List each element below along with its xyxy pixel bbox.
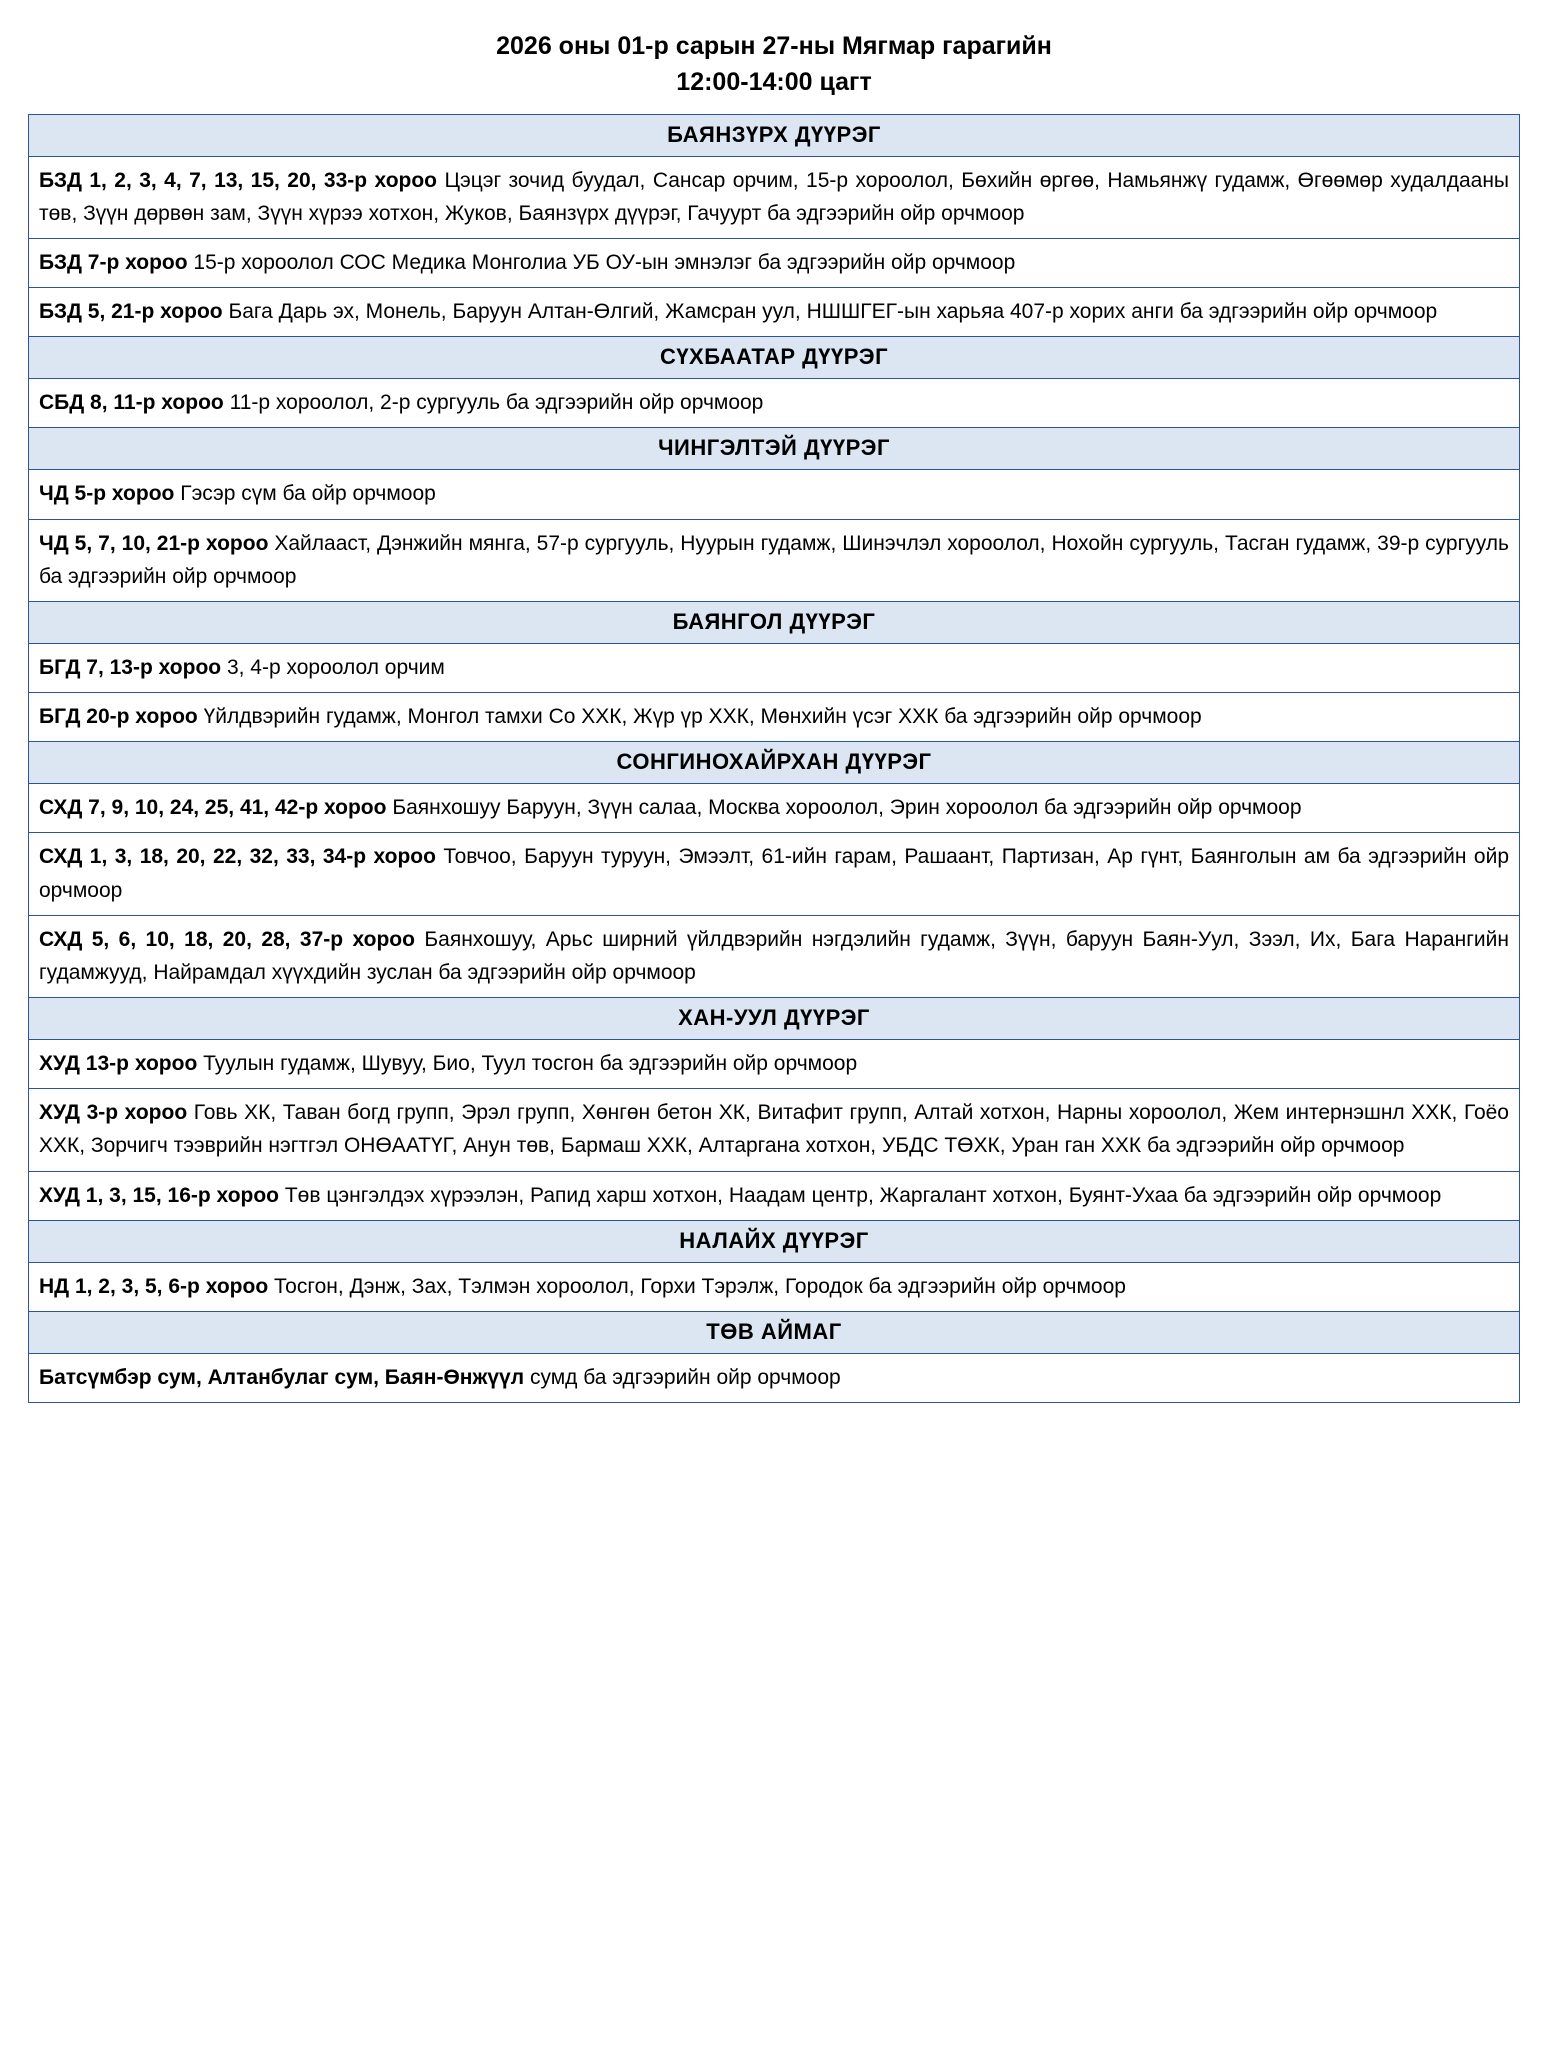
table-row — [29, 1353, 1520, 1402]
outage-schedule-table — [28, 114, 1520, 1404]
table-row — [29, 1262, 1520, 1311]
district-header-khan-uul: ХАН-УУЛ ДҮҮРЭГ — [29, 998, 1520, 1040]
entry-cell — [29, 833, 1520, 915]
table-row — [29, 156, 1520, 238]
entry-rest: Үйлдвэрийн гудамж, Монгол тамхи Со ХХК, Жүр үр ХХК, Мөнхийн үсэг ХХК ба эдгээрийн ойр орчмоор — [203, 705, 1202, 729]
entry-rest: Хайлааст, Дэнжийн мянга, 57-р сургууль, Нуурын гудамж, Шинэчлэл хороолол, Нохойн сургууль, Тасган гудамж, 39-р сургууль ба эдгээрийн ойр орчмоор — [39, 531, 1509, 588]
district-header-row — [29, 428, 1520, 470]
district-header-row — [29, 601, 1520, 643]
entry-lead: БЗД 5, 21-р хороо — [39, 300, 223, 324]
district-header-row — [29, 337, 1520, 379]
entry-cell — [29, 1171, 1520, 1220]
entry-lead: СХД 5, 6, 10, 18, 20, 28, 37-р хороо — [39, 927, 415, 951]
district-header-chingeltei: ЧИНГЭЛТЭЙ ДҮҮРЭГ — [29, 428, 1520, 470]
district-header-bayangol: БАЯНГОЛ ДҮҮРЭГ — [29, 601, 1520, 643]
entry-rest: 3, 4-р хороолол орчим — [226, 655, 445, 679]
entry-lead: ЧД 5-р хороо — [39, 482, 175, 506]
entry-lead: СХД 7, 9, 10, 24, 25, 41, 42-р хороо — [39, 796, 387, 820]
entry-lead: Батсүмбэр сум, Алтанбулаг сум, Баян-Өнжүүл — [39, 1365, 525, 1389]
entry-rest: Баянхошуу Баруун, Зүүн салаа, Москва хороолол, Эрин хороолол ба эдгээрийн ойр орчмоор — [392, 796, 1302, 820]
entry-rest: Цэцэг зочид буудал, Сансар орчим, 15-р хороолол, Бөхийн өргөө, Намьянжү гудамж, Өгөөмөр худалдааны төв, Зүүн дөрвөн зам, Зүүн хүрээ хотхон, Жуков, Баянзүрх дүүрэг, Гачуурт ба эдгээрийн ойр орчмоор — [39, 168, 1510, 225]
entry-lead: ЧД 5, 7, 10, 21-р хороо — [39, 531, 269, 555]
table-row — [29, 1040, 1520, 1089]
page-title: 2026 оны 01-р сарын 27-ны Мягмар гарагийн — [496, 32, 1052, 60]
district-header-row — [29, 742, 1520, 784]
district-header-row — [29, 114, 1520, 156]
entry-cell — [29, 519, 1520, 601]
entry-lead: БЗД 7-р хороо — [39, 250, 188, 274]
entry-lead: БГД 20-р хороо — [39, 705, 198, 729]
entry-rest: 15-р хороолол СОС Медика Монголиа УБ ОУ-ын эмнэлэг ба эдгээрийн ойр орчмоор — [193, 250, 1016, 274]
entry-lead: НД 1, 2, 3, 5, 6-р хороо — [39, 1274, 269, 1298]
entry-rest: Говь ХК, Таван богд групп, Эрэл групп, Хөнгөн бетон ХК, Витафит групп, Алтай хотхон, Нарны хороолол, Жем интернэшнл ХХК, Гоёо ХХК, Зорчигч тээврийн нэгтгэл ОНӨААТҮГ, Анун төв, Бармаш ХХК, Алтаргана хотхон, УБДС ТӨХК, Уран ган ХХК ба эдгээрийн ойр орчмоор — [39, 1101, 1509, 1158]
table-row — [29, 519, 1520, 601]
entry-lead: БЗД 1, 2, 3, 4, 7, 13, 15, 20, 33-р хороо — [39, 168, 438, 192]
page-subtitle: 12:00-14:00 цагт — [676, 67, 872, 96]
entry-cell — [29, 470, 1520, 519]
entry-rest: Товчоо, Баруун туруун, Эмээлт, 61-ийн гарам, Рашаант, Партизан, Ар гүнт, Баянголын ам ба эдгээрийн ойр орчмоор — [39, 845, 1510, 902]
entry-lead: ХУД 13-р хороо — [39, 1052, 198, 1076]
entry-cell — [29, 1089, 1520, 1171]
entry-rest: Бага Дарь эх, Монель, Баруун Алтан-Өлгий, Жамсран уул, НШШГЕГ-ын харьяа 407-р хорих анги ба эдгээрийн ойр орчмоор — [228, 300, 1438, 324]
table-row — [29, 470, 1520, 519]
entry-cell — [29, 784, 1520, 833]
table-row — [29, 1089, 1520, 1171]
entry-rest: Төв цэнгэлдэх хүрээлэн, Рапид харш хотхон, Наадам центр, Жаргалант хотхон, Буянт-Ухаа ба эдгээрийн ойр орчмоор — [284, 1183, 1442, 1207]
district-header-row — [29, 1311, 1520, 1353]
entry-cell — [29, 238, 1520, 287]
entry-cell — [29, 1353, 1520, 1402]
entry-lead: БГД 7, 13-р хороо — [39, 655, 222, 679]
entry-cell — [29, 1262, 1520, 1311]
table-row — [29, 643, 1520, 692]
table-row — [29, 1171, 1520, 1220]
entry-cell — [29, 288, 1520, 337]
district-header-row — [29, 998, 1520, 1040]
table-body — [29, 114, 1520, 1403]
entry-rest: Гэсэр сүм ба ойр орчмоор — [180, 482, 436, 506]
entry-cell — [29, 379, 1520, 428]
table-row — [29, 693, 1520, 742]
entry-cell — [29, 693, 1520, 742]
table-row — [29, 784, 1520, 833]
table-row — [29, 833, 1520, 915]
table-row — [29, 238, 1520, 287]
table-row — [29, 288, 1520, 337]
district-header-bayanzurkh: БАЯНЗҮРХ ДҮҮРЭГ — [29, 114, 1520, 156]
entry-cell — [29, 915, 1520, 997]
entry-lead: СБД 8, 11-р хороо — [39, 391, 224, 415]
entry-rest: Баянхошуу, Арьс ширний үйлдвэрийн нэгдэлийн гудамж, Зүүн, баруун Баян-Уул, Зээл, Их, Бага Нарангийн гудамжууд, Найрамдал хүүхдийн зуслан ба эдгээрийн ойр орчмоор — [39, 927, 1509, 984]
entry-cell — [29, 1040, 1520, 1089]
entry-lead: ХУД 1, 3, 15, 16-р хороо — [39, 1183, 280, 1207]
district-header-tuv-aimag: ТӨВ АЙМАГ — [29, 1311, 1520, 1353]
entry-rest: 11-р хороолол, 2-р сургууль ба эдгээрийн ойр орчмоор — [229, 391, 764, 415]
entry-rest: Тосгон, Дэнж, Зах, Тэлмэн хороолол, Горхи Тэрэлж, Городок ба эдгээрийн ойр орчмоор — [274, 1274, 1126, 1298]
entry-rest: Туулын гудамж, Шувуу, Био, Туул тосгон ба эдгээрийн ойр орчмоор — [203, 1052, 858, 1076]
district-header-songinokhairkhan: СОНГИНОХАЙРХАН ДҮҮРЭГ — [29, 742, 1520, 784]
entry-cell — [29, 643, 1520, 692]
entry-lead: СХД 1, 3, 18, 20, 22, 32, 33, 34-р хороо — [39, 845, 436, 869]
district-header-nalaikh: НАЛАЙХ ДҮҮРЭГ — [29, 1220, 1520, 1262]
district-header-sukhbaatar: СҮХБААТАР ДҮҮРЭГ — [29, 337, 1520, 379]
entry-cell — [29, 156, 1520, 238]
table-row — [29, 379, 1520, 428]
entry-rest: сумд ба эдгээрийн ойр орчмоор — [529, 1365, 841, 1389]
table-row — [29, 915, 1520, 997]
district-header-row — [29, 1220, 1520, 1262]
entry-lead: ХУД 3-р хороо — [39, 1101, 188, 1125]
